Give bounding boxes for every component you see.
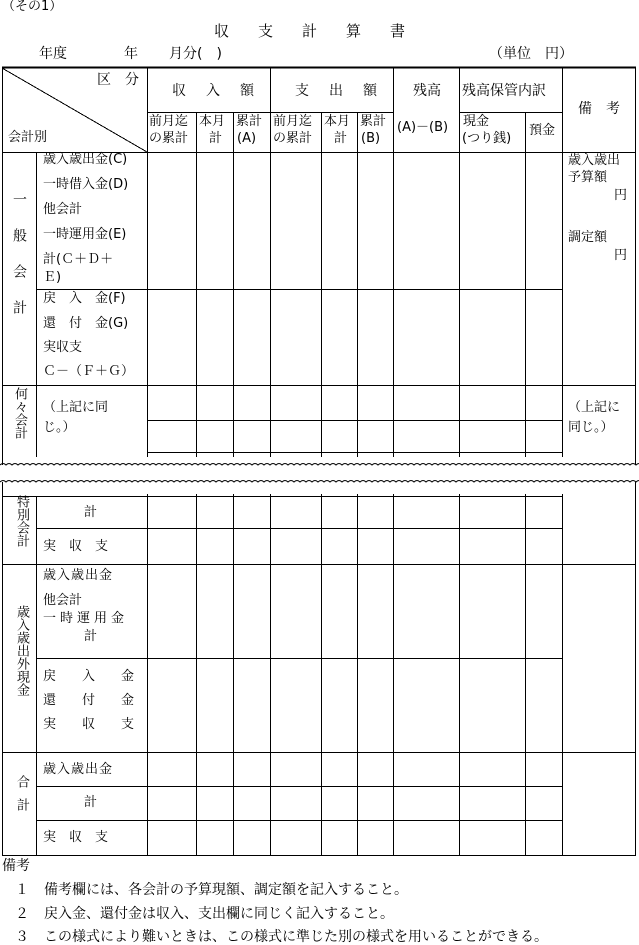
cash-l2: (つり銭) xyxy=(462,131,512,146)
form-number: （その1） xyxy=(2,0,63,14)
note-text-1: 備考欄には、各会計の予算現額、調定額を記入すること。 xyxy=(44,882,408,898)
note-num-1: １ xyxy=(15,882,29,898)
note-num-2: ２ xyxy=(15,906,29,922)
cash-l1: 現金 xyxy=(463,114,490,129)
kaikei-betsu-label: 会計別 xyxy=(8,130,48,145)
this-month-income-l1: 本月 xyxy=(199,114,226,129)
other-remark-l2: 同じ。） xyxy=(568,420,614,435)
remark-budget-l2: 予算額 xyxy=(568,170,608,185)
page-title: 収 支 計 算 書 xyxy=(214,22,413,40)
prev-cum-expense-l1: 前月迄 xyxy=(273,114,313,129)
row-temp-borrow-d: 一時借入金(D) xyxy=(43,177,129,192)
row-total-cde-l2: Ｅ) xyxy=(43,270,62,285)
cum-a-l1: 累計 xyxy=(236,114,263,129)
this-month-expense-l2: 計 xyxy=(334,131,348,146)
cum-b-l1: 累計 xyxy=(360,114,387,129)
outside-row-net: 実 収 支 xyxy=(43,717,135,732)
row-refund-f: 戻 入 金(F) xyxy=(43,291,126,306)
income-header: 収 入 額 xyxy=(172,83,257,99)
prev-cum-expense-l2: の累計 xyxy=(273,131,313,146)
outside-row-total: 計 xyxy=(84,629,98,644)
remark-yen-1: 円 xyxy=(614,188,628,203)
cum-b-l2: (B) xyxy=(361,131,381,146)
grand-total-label: 合計 xyxy=(14,775,29,821)
outside-row-repay: 還 付 金 xyxy=(43,693,135,708)
notes-heading: 備考 xyxy=(2,858,30,874)
other-text-l2: じ。） xyxy=(43,420,76,435)
special-total: 計 xyxy=(84,505,98,520)
other-remark-l1: （上記に xyxy=(568,400,621,415)
special-net: 実 収 支 xyxy=(43,539,109,554)
holding-header: 残高保管内訳 xyxy=(462,83,546,99)
note-text-2: 戻入金、還付金は収入、支出欄に同じく記入すること。 xyxy=(44,906,394,922)
balance-formula: (A)－(B) xyxy=(397,120,449,135)
remarks-header: 備 考 xyxy=(578,101,620,117)
note-text-3: この様式により難いときは、この様式に準じた別の様式を用いることができる。 xyxy=(44,929,548,945)
period-year-label: 年度 xyxy=(39,46,67,62)
expense-header: 支 出 額 xyxy=(295,83,380,99)
grand-revenue: 歳入歳出金 xyxy=(43,762,114,777)
row-revenue-c: 歳入歳出金(C) xyxy=(43,152,128,167)
row-other-account: 他会計 xyxy=(43,202,83,217)
row-temp-invest-e: 一時運用金(E) xyxy=(43,227,127,242)
prev-cum-income-l2: の累計 xyxy=(149,131,189,146)
outside-row-refund: 戻 入 金 xyxy=(43,669,135,684)
row-net-label: 実収支 xyxy=(43,340,83,355)
remark-budget-l1: 歳入歳出 xyxy=(568,153,621,168)
kubun-label: 区 分 xyxy=(97,72,139,88)
outside-row-revenue: 歳入歳出金 xyxy=(43,568,114,583)
other-account-label: 何々会計 xyxy=(12,387,27,439)
this-month-income-l2: 計 xyxy=(209,131,223,146)
unit-label: （単位 円） xyxy=(489,46,573,62)
grand-net: 実 収 支 xyxy=(43,830,109,845)
this-month-expense-l1: 本月 xyxy=(324,114,351,129)
period-month-label: 月分( ) xyxy=(169,46,222,62)
remark-adjust: 調定額 xyxy=(568,230,608,245)
cum-a-l2: (A) xyxy=(237,131,257,146)
balance-header: 残高 xyxy=(413,83,441,99)
deposit-label: 預金 xyxy=(529,123,556,138)
note-num-3: ３ xyxy=(15,929,29,945)
outside-row-other: 他会計 xyxy=(43,593,83,608)
prev-cum-income-l1: 前月迄 xyxy=(149,114,189,129)
general-account-label: 一般会計 xyxy=(11,192,27,336)
row-repay-g: 還 付 金(G) xyxy=(43,316,129,331)
grand-total: 計 xyxy=(84,795,98,810)
remark-yen-2: 円 xyxy=(614,248,628,263)
row-total-cde-l1: 計(Ｃ＋Ｄ＋ xyxy=(43,252,114,267)
outside-row-temp: 一時運用金 xyxy=(43,611,129,626)
row-net-formula: Ｃ－（Ｆ＋Ｇ） xyxy=(43,364,135,379)
special-account-label: 特別会計 xyxy=(14,495,29,547)
outside-cash-label: 歳入歳出外現金 xyxy=(14,605,29,696)
period-year2-label: 年 xyxy=(124,46,138,62)
other-text-l1: （上記に同 xyxy=(43,400,109,415)
